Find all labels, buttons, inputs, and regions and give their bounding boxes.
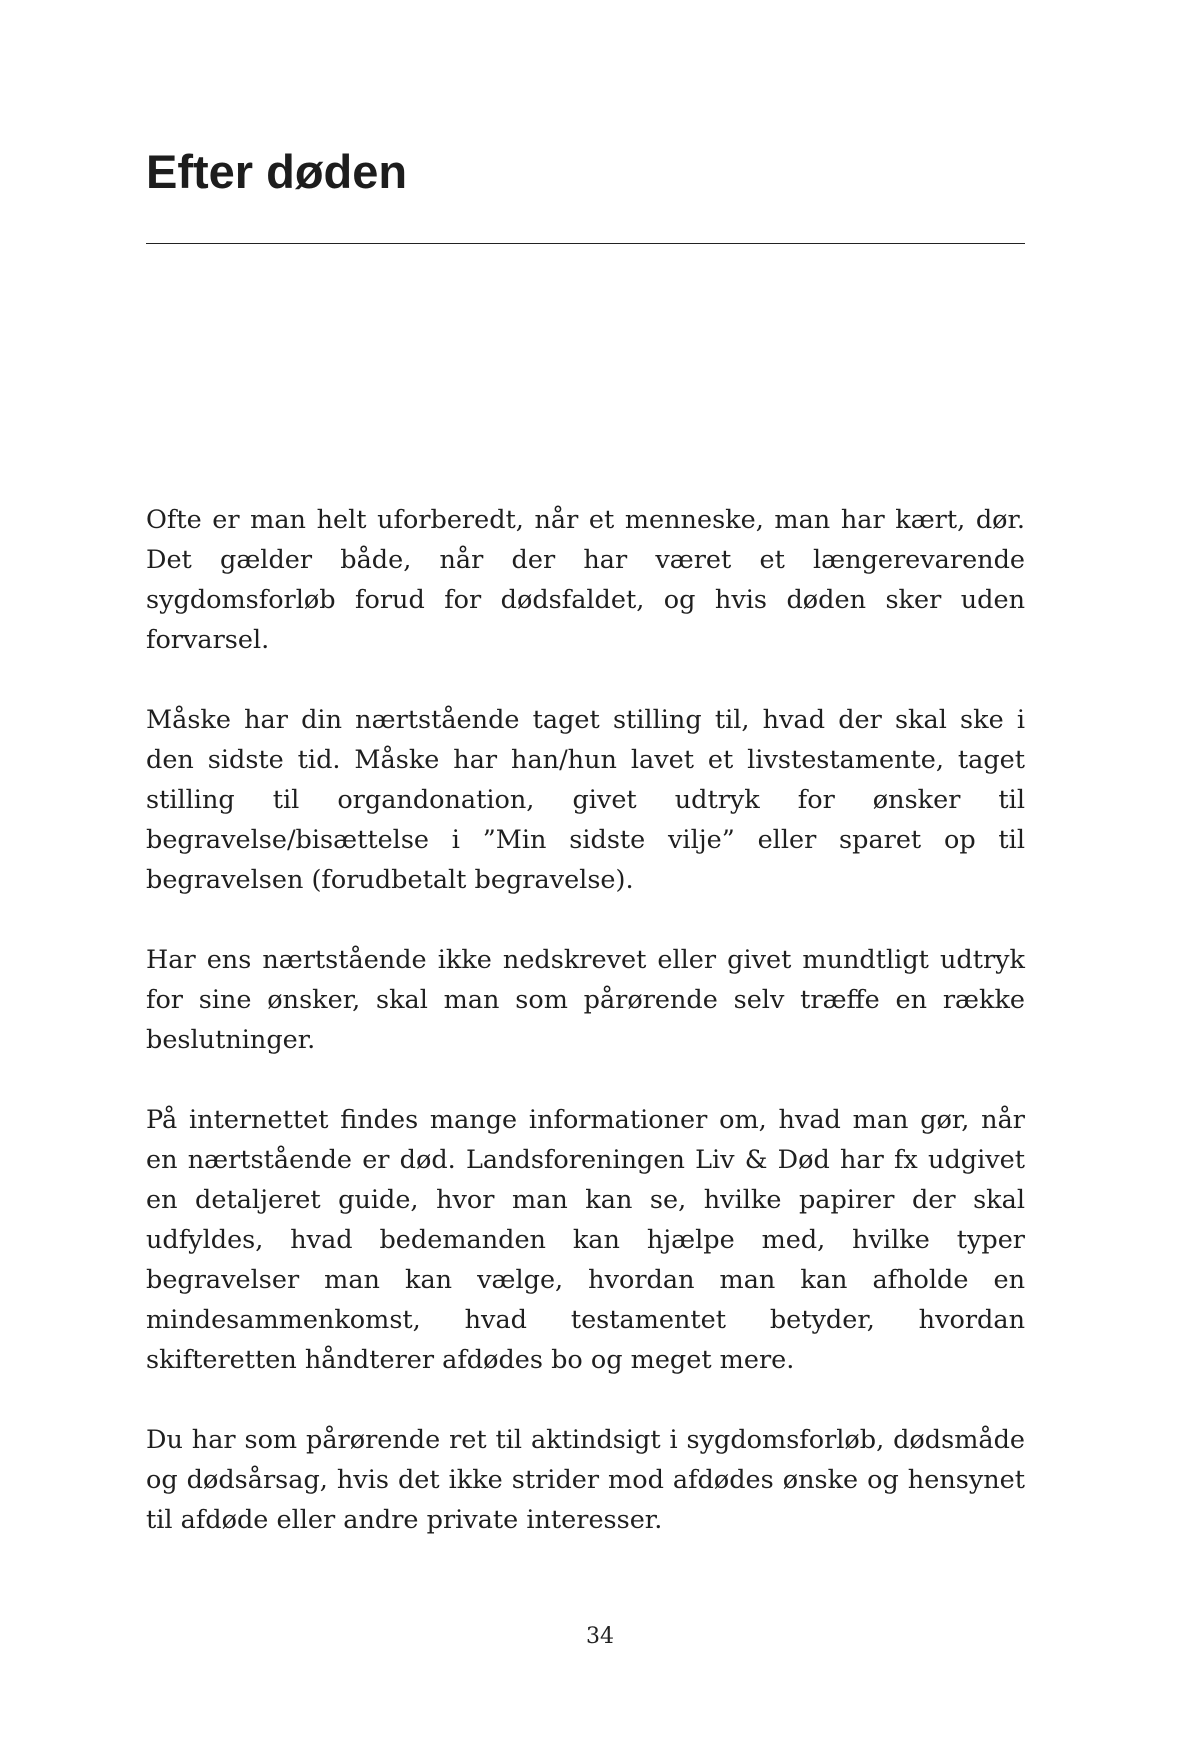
body-text: [146, 500, 1025, 1540]
paragraph-5: Du har som pårørende ret til aktindsigt i sygdomsforløb, dødsmåde og dødsårsag, hvis det ikke strider mod afdødes ønske og hensynet til afdøde eller andre private interesser.: [146, 1425, 1025, 1535]
paragraph-4: På internettet findes mange informationer om, hvad man gør, når en nærtstående er død. Landsforeningen Liv & Død har fx udgivet en detaljeret guide, hvor man kan se, hvilke papirer der skal udfyldes, hvad bedemanden kan hjælpe med, hvilke typer begravelser man kan vælge, hvordan man kan afholde en mindesammenkomst, hvad testamentet betyder, hvordan skifteretten håndterer afdødes bo og meget mere.: [146, 1105, 1025, 1375]
paragraph-3: Har ens nærtstående ikke nedskrevet eller givet mundtligt udtryk for sine ønsker, skal man som pårørende selv træffe en række beslutninger.: [146, 945, 1025, 1055]
paragraph-2: Måske har din nærtstående taget stilling til, hvad der skal ske i den sidste tid. Måske har han/hun lavet et livstestamente, taget stilling til organdonation, givet udtryk for ønsker til begravelse/bisættelse i ”Min sidste vilje” eller sparet op til begravelsen (forudbetalt begravelse).: [146, 705, 1025, 895]
page-title: Efter døden: [146, 145, 408, 198]
page-number: 34: [586, 1624, 614, 1649]
title-divider: [146, 243, 1025, 244]
paragraph-1: Ofte er man helt uforberedt, når et menneske, man har kært, dør. Det gælder både, når der har været et længerevarende sygdomsforløb forud for dødsfaldet, og hvis døden sker uden forvarsel.: [146, 505, 1025, 655]
